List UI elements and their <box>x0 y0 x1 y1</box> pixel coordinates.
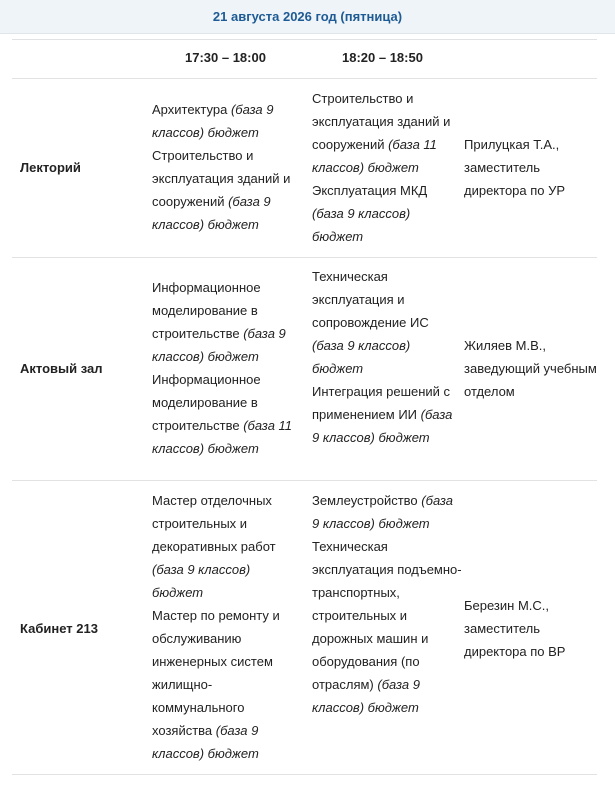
program-entry <box>312 535 462 719</box>
responsible-person: Жиляев М.В., заведующий учебным отделом <box>464 338 597 399</box>
program-name: Интеграция решений с применением ИИ <box>312 384 451 422</box>
slot-1-programs <box>152 98 302 236</box>
program-name: Строительство и эксплуатация зданий и сооружений <box>312 91 451 152</box>
date-header: 21 августа 2026 год (пятница) <box>0 0 615 34</box>
program-entry <box>152 368 302 460</box>
program-note: (база 9 классов) бюджет <box>152 723 259 761</box>
program-name: Архитектура <box>152 102 228 117</box>
program-entry <box>312 179 462 248</box>
program-note: (база 9 классов) бюджет <box>312 493 454 531</box>
program-note: (база 9 классов) бюджет <box>152 102 274 140</box>
program-entry <box>312 380 462 449</box>
divider <box>12 39 597 40</box>
divider <box>12 78 597 79</box>
program-note: (база 9 классов) бюджет <box>152 562 251 600</box>
room-name: Кабинет 213 <box>20 621 98 636</box>
program-entry <box>152 604 302 765</box>
program-note: (база 9 классов) бюджет <box>152 326 286 364</box>
room-name: Лекторий <box>20 160 81 175</box>
slot-2-programs <box>312 489 462 719</box>
slot-2-programs <box>312 87 462 248</box>
program-note: (база 9 классов) бюджет <box>312 338 411 376</box>
time-slot-2-header: 18:20 – 18:50 <box>342 50 423 65</box>
slot-1-programs <box>152 276 302 460</box>
room-name: Актовый зал <box>20 361 103 376</box>
program-entry <box>312 87 462 179</box>
slot-2-programs <box>312 265 462 449</box>
responsible-person: Прилуцкая Т.А., заместитель директора по УР <box>464 137 566 198</box>
program-note: (база 9 классов) бюджет <box>312 677 420 715</box>
program-entry <box>152 144 302 236</box>
program-name: Информационное моделирование в строительстве <box>152 372 261 433</box>
program-note: (база 9 классов) бюджет <box>312 407 453 445</box>
time-slot-1-header: 17:30 – 18:00 <box>185 50 266 65</box>
program-name: Землеустройство <box>312 493 418 508</box>
program-name: Мастер отделочных строительных и декоративных работ <box>152 493 276 554</box>
slot-1-programs <box>152 489 302 765</box>
program-entry <box>152 98 302 144</box>
program-entry <box>152 489 302 604</box>
program-entry <box>312 489 462 535</box>
program-name: Строительство и эксплуатация зданий и сооружений <box>152 148 291 209</box>
program-note: (база 11 классов) бюджет <box>312 137 437 175</box>
program-note: (база 9 классов) бюджет <box>312 206 411 244</box>
program-name: Эксплуатация МКД <box>312 183 428 198</box>
program-entry <box>152 276 302 368</box>
program-name: Мастер по ремонту и обслуживанию инженерных систем жилищно-коммунального хозяйства <box>152 608 280 738</box>
program-note: (база 9 классов) бюджет <box>152 194 271 232</box>
program-note: (база 11 классов) бюджет <box>152 418 293 456</box>
program-name: Техническая эксплуатация подъемно-транспортных, строительных и дорожных машин и оборудования (по отраслям) <box>312 539 462 692</box>
program-entry <box>312 265 462 380</box>
divider <box>12 774 597 775</box>
divider <box>12 257 597 258</box>
responsible-person: Березин М.С., заместитель директора по ВР <box>464 598 566 659</box>
program-name: Информационное моделирование в строительстве <box>152 280 261 341</box>
program-name: Техническая эксплуатация и сопровождение ИС <box>312 269 429 330</box>
divider <box>12 480 597 481</box>
